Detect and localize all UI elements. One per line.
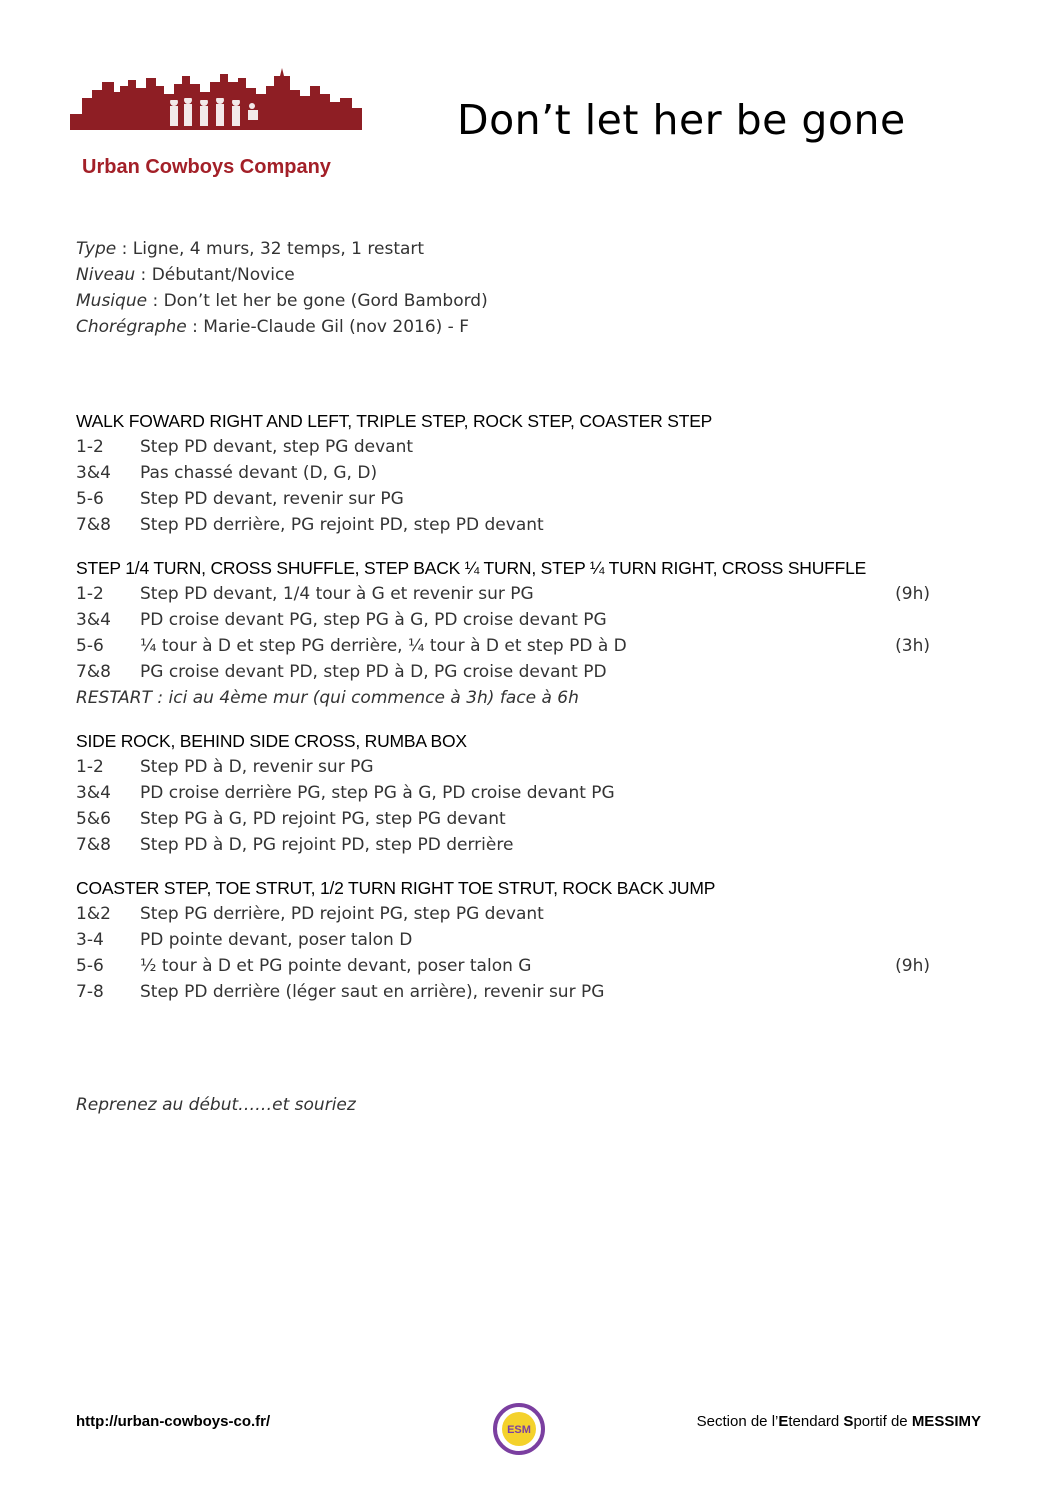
step-count: 3-4	[76, 930, 104, 950]
step-row	[76, 832, 936, 858]
step-turn	[890, 434, 930, 460]
step-turn	[890, 607, 930, 633]
step-desc: Step PD devant, 1/4 tour à G et revenir sur PG	[140, 584, 534, 604]
section-title: COASTER STEP, TOE STRUT, 1/2 TURN RIGHT TOE STRUT, ROCK BACK JUMP	[76, 878, 716, 898]
step-turn: (3h)	[895, 636, 930, 656]
section	[76, 408, 936, 538]
esm-badge-icon	[492, 1402, 546, 1456]
step-turn	[890, 780, 930, 806]
step-turn: (9h)	[895, 956, 930, 976]
step-turn	[890, 979, 930, 1005]
skyline-icon	[70, 68, 365, 158]
step-desc: PD croise derrière PG, step PG à G, PD croise devant PG	[140, 783, 615, 803]
step-desc: ¼ tour à D et step PG derrière, ¼ tour à D et step PD à D	[140, 636, 627, 656]
dance-info	[76, 236, 488, 340]
step-count: 7&8	[76, 515, 111, 535]
step-desc: Step PD derrière, PG rejoint PD, step PD devant	[140, 515, 544, 535]
step-row	[76, 486, 936, 512]
step-turn	[890, 512, 930, 538]
step-desc: Step PG derrière, PD rejoint PG, step PG devant	[140, 904, 544, 924]
step-turn	[890, 927, 930, 953]
section	[76, 555, 936, 711]
step-turn	[890, 754, 930, 780]
step-turn	[890, 806, 930, 832]
restart-note: RESTART : ici au 4ème mur (qui commence à 3h) face à 6h	[76, 688, 579, 708]
step-row	[76, 633, 936, 659]
step-turn	[890, 460, 930, 486]
footer-link[interactable]: http://urban-cowboys-co.fr/	[76, 1413, 271, 1430]
info-type: Type : Ligne, 4 murs, 32 temps, 1 restart	[76, 239, 425, 259]
step-row	[76, 754, 936, 780]
footer-club: Section de l’Etendard Sportif de MESSIMY	[696, 1413, 981, 1430]
section-title: STEP 1/4 TURN, CROSS SHUFFLE, STEP BACK ¼ TURN, STEP ¼ TURN RIGHT, CROSS SHUFFLE	[76, 558, 867, 578]
step-count: 7-8	[76, 982, 104, 1002]
step-row	[76, 780, 936, 806]
step-count: 5-6	[76, 489, 104, 509]
step-desc: Step PD à D, PG rejoint PD, step PD derrière	[140, 835, 514, 855]
step-count: 5&6	[76, 809, 111, 829]
step-count: 5-6	[76, 956, 104, 976]
step-desc: ½ tour à D et PG pointe devant, poser talon G	[140, 956, 532, 976]
step-count: 1-2	[76, 584, 104, 604]
step-count: 5-6	[76, 636, 104, 656]
company-logo	[70, 68, 365, 188]
step-row	[76, 434, 936, 460]
step-turn	[890, 486, 930, 512]
step-row	[76, 953, 936, 979]
step-row	[76, 607, 936, 633]
step-count: 7&8	[76, 835, 111, 855]
step-row	[76, 806, 936, 832]
step-turn	[890, 901, 930, 927]
step-desc: Step PD à D, revenir sur PG	[140, 757, 374, 777]
step-desc: Step PG à G, PD rejoint PG, step PG devant	[140, 809, 506, 829]
step-count: 3&4	[76, 783, 111, 803]
info-music: Musique : Don’t let her be gone (Gord Bambord)	[76, 291, 488, 311]
step-count: 1-2	[76, 437, 104, 457]
step-count: 3&4	[76, 463, 111, 483]
step-row	[76, 460, 936, 486]
step-row	[76, 659, 936, 685]
page-title: Don’t let her be gone	[457, 96, 906, 144]
info-choreographer: Chorégraphe : Marie-Claude Gil (nov 2016) - F	[76, 317, 469, 337]
step-row	[76, 901, 936, 927]
section	[76, 728, 936, 858]
section-title: SIDE ROCK, BEHIND SIDE CROSS, RUMBA BOX	[76, 731, 467, 751]
step-turn: (9h)	[895, 584, 930, 604]
step-row	[76, 512, 936, 538]
step-count: 1&2	[76, 904, 111, 924]
step-row	[76, 581, 936, 607]
step-desc: Step PD devant, step PG devant	[140, 437, 414, 457]
badge-text: ESM	[507, 1424, 531, 1436]
step-desc: Pas chassé devant (D, G, D)	[140, 463, 378, 483]
step-turn	[890, 832, 930, 858]
step-desc: PD croise devant PG, step PG à G, PD croise devant PG	[140, 610, 607, 630]
step-row	[76, 979, 936, 1005]
step-turn	[890, 659, 930, 685]
section	[76, 875, 936, 1005]
step-count: 3&4	[76, 610, 111, 630]
info-level: Niveau : Débutant/Novice	[76, 265, 295, 285]
step-sections	[76, 408, 936, 1022]
step-desc: Step PD derrière (léger saut en arrière), revenir sur PG	[140, 982, 605, 1002]
ending-note: Reprenez au début……et souriez	[76, 1095, 356, 1115]
step-count: 1-2	[76, 757, 104, 777]
step-desc: Step PD devant, revenir sur PG	[140, 489, 404, 509]
step-desc: PD pointe devant, poser talon D	[140, 930, 413, 950]
step-desc: PG croise devant PD, step PD à D, PG croise devant PD	[140, 662, 607, 682]
step-row	[76, 927, 936, 953]
logo-text: Urban Cowboys Company	[82, 156, 331, 178]
step-count: 7&8	[76, 662, 111, 682]
section-title: WALK FOWARD RIGHT AND LEFT, TRIPLE STEP, ROCK STEP, COASTER STEP	[76, 411, 713, 431]
